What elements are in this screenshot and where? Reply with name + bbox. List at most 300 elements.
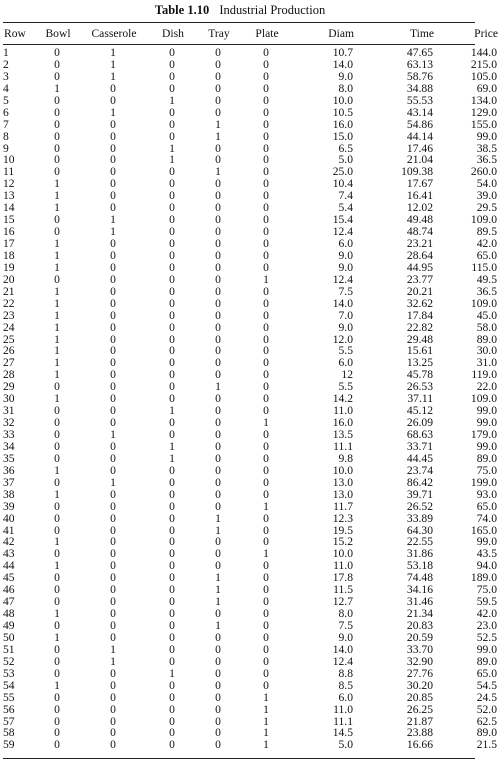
dish-cell: 0 <box>169 189 175 203</box>
casserole-cell: 0 <box>110 738 116 752</box>
time-cell: 43.14 <box>406 105 433 119</box>
tray-cell: 0 <box>215 499 221 513</box>
price-cell: 36.5 <box>476 284 497 298</box>
table-row <box>3 477 497 489</box>
table-top-rule <box>3 22 475 23</box>
bowl-cell: 0 <box>54 165 60 179</box>
casserole-cell: 1 <box>110 46 116 59</box>
price-cell: 36.5 <box>476 153 497 167</box>
casserole-cell: 0 <box>110 690 116 704</box>
row-number: 17 <box>3 237 15 250</box>
time-cell: 44.45 <box>406 451 433 465</box>
tray-cell: 0 <box>215 201 221 215</box>
table-row <box>3 274 497 286</box>
time-cell: 33.89 <box>406 511 433 525</box>
row-number: 26 <box>3 344 15 358</box>
tray-cell: 0 <box>215 141 221 155</box>
row-number: 28 <box>3 368 15 382</box>
diam-cell: 9.8 <box>338 451 353 465</box>
tray-cell: 0 <box>215 463 221 477</box>
dish-cell: 0 <box>169 690 175 704</box>
row-number: 39 <box>3 499 15 513</box>
diam-cell: 15.0 <box>332 129 353 143</box>
diam-cell: 7.5 <box>338 284 353 298</box>
tray-cell: 0 <box>215 714 221 728</box>
bowl-cell: 0 <box>54 499 60 513</box>
plate-cell: 0 <box>263 225 269 239</box>
diam-cell: 12.3 <box>332 511 353 525</box>
row-number: 18 <box>3 248 15 262</box>
casserole-cell: 0 <box>110 296 116 310</box>
plate-cell: 0 <box>263 595 269 609</box>
row-number: 23 <box>3 308 15 322</box>
dish-cell: 0 <box>169 81 175 95</box>
time-cell: 23.88 <box>406 726 433 740</box>
price-cell: 42.0 <box>476 237 497 250</box>
row-number: 35 <box>3 451 15 465</box>
dish-cell: 0 <box>169 177 175 191</box>
price-cell: 89.0 <box>476 726 497 740</box>
tray-cell: 0 <box>215 702 221 716</box>
casserole-cell: 1 <box>110 105 116 119</box>
dish-cell: 1 <box>169 451 175 465</box>
tray-cell: 0 <box>215 368 221 382</box>
price-cell: 99.0 <box>476 129 497 143</box>
casserole-cell: 0 <box>110 153 116 167</box>
bowl-cell: 1 <box>54 356 60 370</box>
price-cell: 94.0 <box>476 559 497 573</box>
bowl-cell: 1 <box>54 260 60 274</box>
bowl-cell: 0 <box>54 523 60 537</box>
time-cell: 17.46 <box>406 141 433 155</box>
row-number: 44 <box>3 559 15 573</box>
time-cell: 23.21 <box>406 237 433 250</box>
column-header-plate: Plate <box>255 27 279 40</box>
time-cell: 22.55 <box>406 535 433 549</box>
dish-cell: 0 <box>169 260 175 274</box>
bowl-cell: 0 <box>54 595 60 609</box>
casserole-cell: 0 <box>110 165 116 179</box>
price-cell: 74.0 <box>476 511 497 525</box>
bowl-cell: 1 <box>54 284 60 298</box>
tray-cell: 0 <box>215 308 221 322</box>
time-cell: 15.61 <box>406 344 433 358</box>
time-cell: 49.48 <box>406 213 433 227</box>
bowl-cell: 1 <box>54 463 60 477</box>
row-number: 32 <box>3 416 15 430</box>
price-cell: 45.0 <box>476 308 497 322</box>
price-cell: 109.0 <box>470 213 497 227</box>
plate-cell: 0 <box>263 451 269 465</box>
time-cell: 20.85 <box>406 690 433 704</box>
dish-cell: 0 <box>169 248 175 262</box>
row-number: 14 <box>3 201 15 215</box>
row-number: 13 <box>3 189 15 203</box>
dish-cell: 1 <box>169 666 175 680</box>
dish-cell: 0 <box>169 511 175 525</box>
row-number: 33 <box>3 428 15 441</box>
price-cell: 59.5 <box>476 595 497 609</box>
bowl-cell: 1 <box>54 630 60 644</box>
bowl-cell: 1 <box>54 678 60 692</box>
dish-cell: 0 <box>169 499 175 513</box>
diam-cell: 16.0 <box>332 117 353 131</box>
tray-cell: 0 <box>215 105 221 119</box>
diam-cell: 5.5 <box>338 344 353 358</box>
plate-cell: 0 <box>263 368 269 382</box>
tray-cell: 1 <box>215 583 221 597</box>
plate-cell: 0 <box>263 237 269 250</box>
dish-cell: 0 <box>169 46 175 59</box>
tray-cell: 0 <box>215 630 221 644</box>
table-row <box>3 680 497 692</box>
casserole-cell: 0 <box>110 141 116 155</box>
diam-cell: 9.0 <box>338 320 353 334</box>
tray-cell: 0 <box>215 81 221 95</box>
plate-cell: 0 <box>263 439 269 453</box>
casserole-cell: 0 <box>110 619 116 632</box>
time-cell: 28.64 <box>406 248 433 262</box>
diam-cell: 11.5 <box>333 583 353 597</box>
table-row <box>3 107 497 119</box>
tray-cell: 0 <box>215 93 221 107</box>
casserole-cell: 0 <box>110 356 116 370</box>
bowl-cell: 0 <box>54 666 60 680</box>
plate-cell: 0 <box>263 165 269 179</box>
price-cell: 215.0 <box>470 57 497 71</box>
price-cell: 22.0 <box>476 380 497 394</box>
price-cell: 134.0 <box>470 93 497 107</box>
tray-cell: 0 <box>215 416 221 430</box>
bowl-cell: 0 <box>54 702 60 716</box>
dish-cell: 0 <box>169 165 175 179</box>
plate-cell: 0 <box>263 69 269 83</box>
casserole-cell: 0 <box>110 272 116 286</box>
casserole-cell: 0 <box>110 583 116 597</box>
table-row <box>3 656 497 668</box>
row-number: 57 <box>3 714 15 728</box>
time-cell: 20.59 <box>406 630 433 644</box>
plate-cell: 1 <box>263 416 269 430</box>
plate-cell: 0 <box>263 475 269 489</box>
price-cell: 30.0 <box>476 344 497 358</box>
dish-cell: 0 <box>169 487 175 501</box>
row-number: 30 <box>3 392 15 406</box>
row-number: 34 <box>3 439 15 453</box>
row-number: 8 <box>3 129 9 143</box>
row-number: 31 <box>3 404 15 418</box>
casserole-cell: 0 <box>110 726 116 740</box>
plate-cell: 0 <box>263 141 269 155</box>
bowl-cell: 0 <box>54 571 60 585</box>
casserole-cell: 0 <box>110 571 116 585</box>
dish-cell: 0 <box>169 571 175 585</box>
time-cell: 26.52 <box>406 499 433 513</box>
plate-cell: 0 <box>263 511 269 525</box>
row-number: 42 <box>3 535 15 549</box>
casserole-cell: 0 <box>110 714 116 728</box>
time-cell: 30.20 <box>406 678 433 692</box>
tray-cell: 1 <box>215 523 221 537</box>
diam-cell: 7.0 <box>338 308 353 322</box>
bowl-cell: 1 <box>54 81 60 95</box>
time-cell: 45.78 <box>406 368 433 382</box>
dish-cell: 0 <box>169 559 175 573</box>
plate-cell: 0 <box>263 177 269 191</box>
casserole-cell: 0 <box>110 595 116 609</box>
row-number: 52 <box>3 654 15 668</box>
table-row <box>3 668 497 680</box>
plate-cell: 0 <box>263 559 269 573</box>
bowl-cell: 1 <box>54 237 60 250</box>
dish-cell: 0 <box>169 201 175 215</box>
price-cell: 29.5 <box>476 201 497 215</box>
tray-cell: 0 <box>215 428 221 441</box>
plate-cell: 1 <box>263 547 269 561</box>
price-cell: 89.0 <box>476 654 497 668</box>
price-cell: 199.0 <box>470 475 497 489</box>
diam-cell: 7.4 <box>338 189 353 203</box>
dish-cell: 0 <box>169 392 175 406</box>
table-caption <box>0 3 480 18</box>
tray-cell: 0 <box>215 738 221 752</box>
diam-cell: 8.0 <box>338 81 353 95</box>
plate-cell: 0 <box>263 380 269 394</box>
price-cell: 65.0 <box>476 499 497 513</box>
price-cell: 260.0 <box>470 165 497 179</box>
price-cell: 144.0 <box>470 46 497 59</box>
time-cell: 31.86 <box>406 547 433 561</box>
row-number: 11 <box>3 165 15 179</box>
time-cell: 55.53 <box>406 93 433 107</box>
bowl-cell: 0 <box>54 57 60 71</box>
bowl-cell: 0 <box>54 129 60 143</box>
time-cell: 64.30 <box>406 523 433 537</box>
time-cell: 13.25 <box>406 356 433 370</box>
tray-cell: 0 <box>215 439 221 453</box>
diam-cell: 11.1 <box>333 439 353 453</box>
price-cell: 69.0 <box>476 81 497 95</box>
time-cell: 21.87 <box>406 714 433 728</box>
diam-cell: 10.0 <box>332 463 353 477</box>
diam-cell: 12 <box>341 368 353 382</box>
price-cell: 105.0 <box>470 69 497 83</box>
diam-cell: 14.0 <box>332 642 353 656</box>
casserole-cell: 0 <box>110 392 116 406</box>
diam-cell: 9.0 <box>338 69 353 83</box>
price-cell: 75.0 <box>476 583 497 597</box>
column-header-diam: Diam <box>328 27 354 40</box>
time-cell: 29.48 <box>406 332 433 346</box>
casserole-cell: 0 <box>110 93 116 107</box>
diam-cell: 7.5 <box>338 619 353 632</box>
plate-cell: 0 <box>263 583 269 597</box>
diam-cell: 17.8 <box>332 571 353 585</box>
row-number: 56 <box>3 702 15 716</box>
bowl-cell: 0 <box>54 619 60 632</box>
casserole-cell: 0 <box>110 607 116 621</box>
casserole-cell: 0 <box>110 523 116 537</box>
casserole-cell: 0 <box>110 559 116 573</box>
diam-cell: 9.0 <box>338 248 353 262</box>
casserole-cell: 0 <box>110 547 116 561</box>
bowl-cell: 1 <box>54 248 60 262</box>
price-cell: 43.5 <box>476 547 497 561</box>
time-cell: 20.83 <box>406 619 433 632</box>
bowl-cell: 0 <box>54 105 60 119</box>
bowl-cell: 1 <box>54 296 60 310</box>
dish-cell: 0 <box>169 726 175 740</box>
dish-cell: 0 <box>169 284 175 298</box>
time-cell: 21.34 <box>406 607 433 621</box>
dish-cell: 0 <box>169 129 175 143</box>
price-cell: 52.5 <box>476 630 497 644</box>
tray-cell: 0 <box>215 451 221 465</box>
bowl-cell: 1 <box>54 320 60 334</box>
tray-cell: 0 <box>215 237 221 250</box>
header-row <box>3 25 498 42</box>
diam-cell: 5.0 <box>338 153 353 167</box>
time-cell: 26.25 <box>406 702 433 716</box>
table-row <box>3 489 497 501</box>
table-row <box>3 692 497 704</box>
price-cell: 179.0 <box>470 428 497 441</box>
tray-cell: 1 <box>215 380 221 394</box>
row-number: 5 <box>3 93 9 107</box>
row-number: 12 <box>3 177 15 191</box>
bowl-cell: 1 <box>54 392 60 406</box>
dish-cell: 0 <box>169 702 175 716</box>
dish-cell: 0 <box>169 463 175 477</box>
plate-cell: 0 <box>263 630 269 644</box>
column-header-casserole: Casserole <box>91 27 137 40</box>
casserole-cell: 0 <box>110 702 116 716</box>
bowl-cell: 0 <box>54 642 60 656</box>
price-cell: 54.5 <box>476 678 497 692</box>
plate-cell: 0 <box>263 642 269 656</box>
tray-cell: 0 <box>215 642 221 656</box>
time-cell: 37.11 <box>407 392 433 406</box>
dish-cell: 0 <box>169 654 175 668</box>
row-number: 24 <box>3 320 15 334</box>
row-number: 21 <box>3 284 15 298</box>
diam-cell: 13.0 <box>332 475 353 489</box>
table-row <box>3 310 497 322</box>
time-cell: 74.48 <box>406 571 433 585</box>
row-number: 54 <box>3 678 15 692</box>
diam-cell: 14.5 <box>332 726 353 740</box>
diam-cell: 11.7 <box>333 499 353 513</box>
casserole-cell: 0 <box>110 308 116 322</box>
plate-cell: 0 <box>263 284 269 298</box>
time-cell: 26.53 <box>406 380 433 394</box>
dish-cell: 0 <box>169 380 175 394</box>
plate-cell: 1 <box>263 499 269 513</box>
bowl-cell: 0 <box>54 451 60 465</box>
casserole-cell: 0 <box>110 368 116 382</box>
casserole-cell: 0 <box>110 81 116 95</box>
tray-cell: 0 <box>215 332 221 346</box>
casserole-cell: 0 <box>110 666 116 680</box>
casserole-cell: 1 <box>110 225 116 239</box>
price-cell: 31.0 <box>476 356 497 370</box>
price-cell: 99.0 <box>476 416 497 430</box>
price-cell: 39.0 <box>476 189 497 203</box>
dish-cell: 0 <box>169 595 175 609</box>
bowl-cell: 0 <box>54 93 60 107</box>
casserole-cell: 0 <box>110 177 116 191</box>
casserole-cell: 1 <box>110 69 116 83</box>
plate-cell: 0 <box>263 571 269 585</box>
time-cell: 63.13 <box>406 57 433 71</box>
tray-cell: 0 <box>215 392 221 406</box>
table-row <box>3 95 497 107</box>
tray-cell: 1 <box>215 129 221 143</box>
column-header-dish: Dish <box>162 27 184 40</box>
diam-cell: 13.0 <box>332 487 353 501</box>
casserole-cell: 0 <box>110 248 116 262</box>
time-cell: 48.74 <box>406 225 433 239</box>
dish-cell: 0 <box>169 619 175 632</box>
dish-cell: 1 <box>169 93 175 107</box>
bowl-cell: 0 <box>54 714 60 728</box>
bowl-cell: 0 <box>54 416 60 430</box>
time-cell: 34.16 <box>406 583 433 597</box>
plate-cell: 0 <box>263 105 269 119</box>
bowl-cell: 0 <box>54 439 60 453</box>
plate-cell: 0 <box>263 619 269 632</box>
plate-cell: 0 <box>263 487 269 501</box>
diam-cell: 6.0 <box>338 356 353 370</box>
bowl-cell: 1 <box>54 559 60 573</box>
tray-cell: 0 <box>215 46 221 59</box>
diam-cell: 11.0 <box>333 559 353 573</box>
casserole-cell: 0 <box>110 630 116 644</box>
row-number: 36 <box>3 463 15 477</box>
bowl-cell: 0 <box>54 69 60 83</box>
diam-cell: 8.8 <box>338 666 353 680</box>
casserole-cell: 1 <box>110 428 116 441</box>
row-number: 15 <box>3 213 15 227</box>
plate-cell: 0 <box>263 535 269 549</box>
row-number: 50 <box>3 630 15 644</box>
data-table <box>3 47 497 751</box>
time-cell: 16.66 <box>406 738 433 752</box>
price-cell: 109.0 <box>470 392 497 406</box>
table-row <box>3 286 497 298</box>
row-number: 41 <box>3 523 15 537</box>
diam-cell: 6.0 <box>338 690 353 704</box>
casserole-cell: 1 <box>110 642 116 656</box>
plate-cell: 1 <box>263 726 269 740</box>
plate-cell: 0 <box>263 428 269 441</box>
tray-cell: 0 <box>215 535 221 549</box>
table-row <box>3 119 497 131</box>
casserole-cell: 0 <box>110 380 116 394</box>
diam-cell: 19.5 <box>332 523 353 537</box>
time-cell: 53.18 <box>406 559 433 573</box>
time-cell: 54.86 <box>406 117 433 131</box>
diam-cell: 14.0 <box>332 296 353 310</box>
tray-cell: 0 <box>215 487 221 501</box>
bowl-cell: 1 <box>54 189 60 203</box>
bowl-cell: 0 <box>54 117 60 131</box>
plate-cell: 0 <box>263 189 269 203</box>
time-cell: 23.77 <box>406 272 433 286</box>
plate-cell: 0 <box>263 57 269 71</box>
dish-cell: 0 <box>169 583 175 597</box>
row-number: 53 <box>3 666 15 680</box>
